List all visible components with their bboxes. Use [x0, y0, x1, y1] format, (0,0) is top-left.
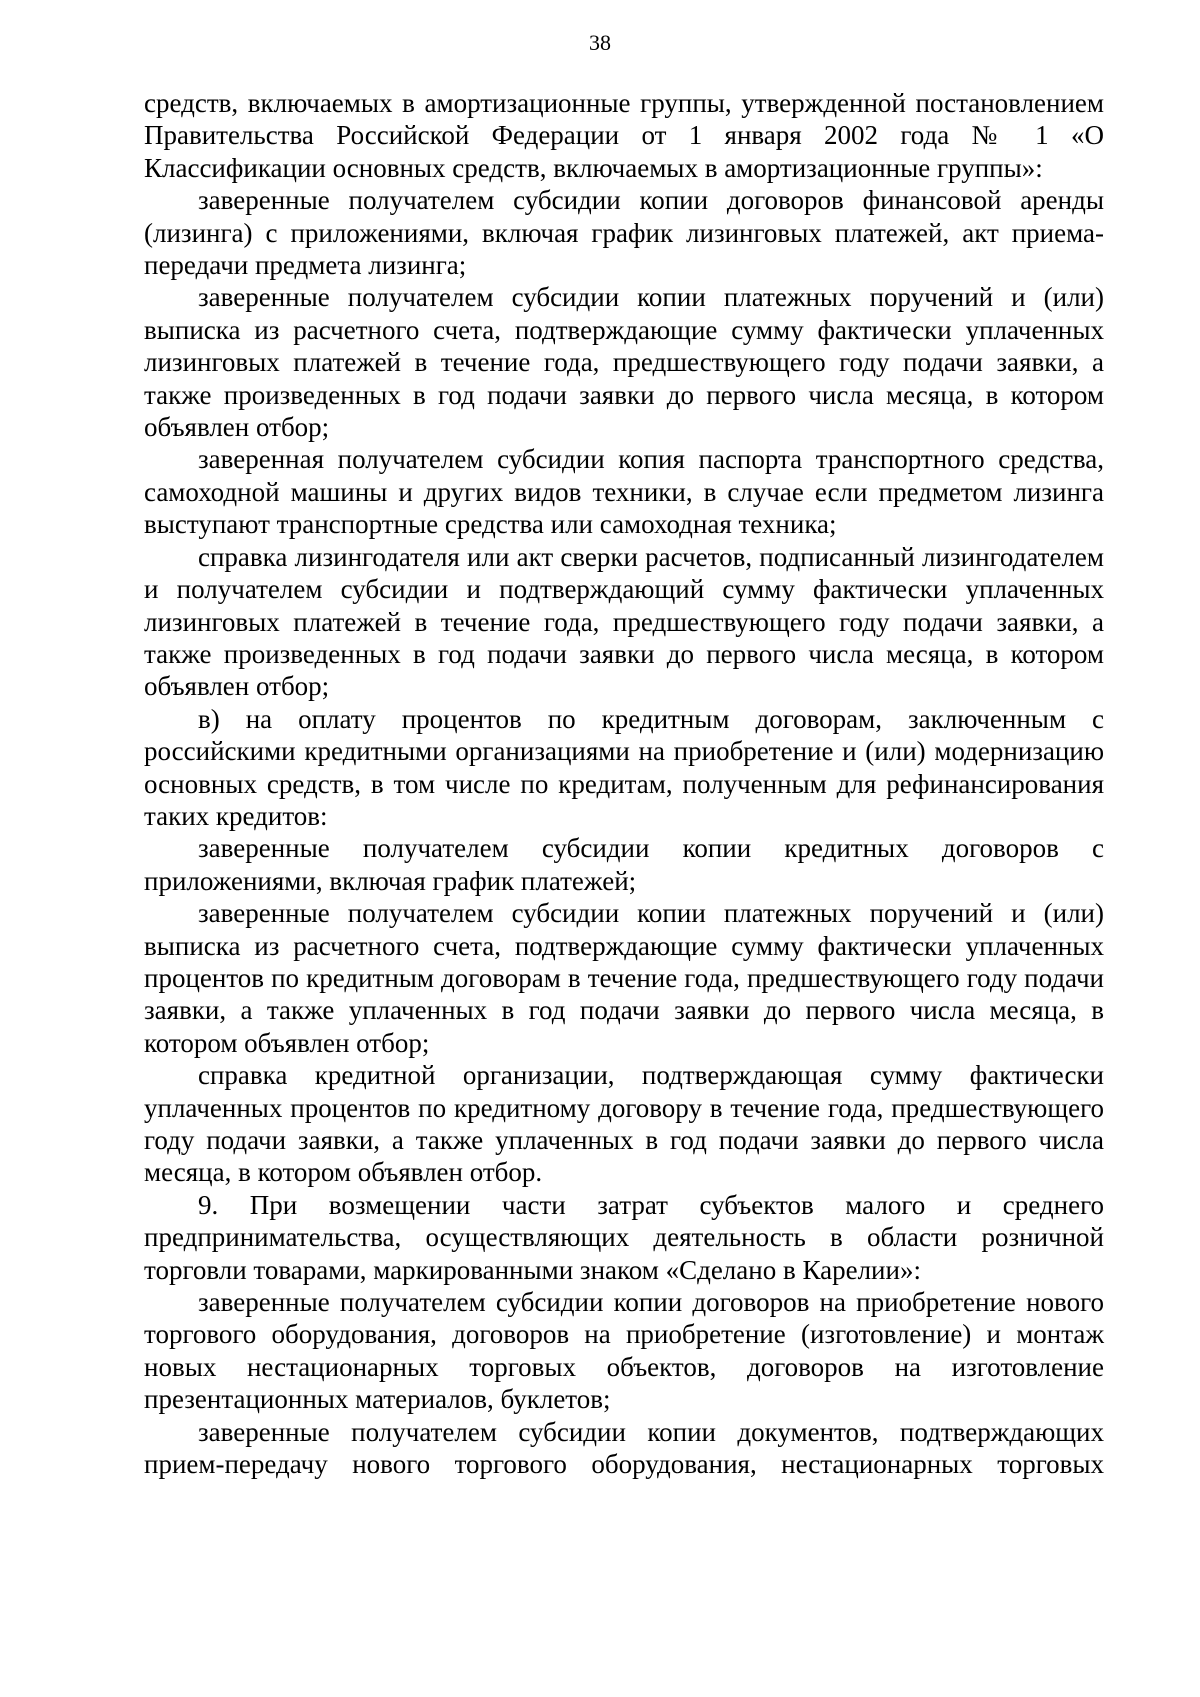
- page-number: 38: [589, 30, 611, 55]
- paragraph-vehicle-passport: заверенная получателем субсидии копия паспорта транспортного средства, самоходной машины и других видов техники, в случае если предметом лизинга выступают транспортные средства или самоходная техника;: [144, 444, 1104, 540]
- paragraph-item-9: 9. При возмещении части затрат субъектов малого и среднего предпринимательства, осуществляющих деятельность в области розничной торговли товарами, маркированными знаком «Сделано в Карелии»:: [144, 1189, 1104, 1285]
- paragraph-continuation: средств, включаемых в амортизационные группы, утвержденной постановлением Правительства Российской Федерации от 1 января 2002 года № 1 «О Классификации основных средств, включаемых в амортизационные группы»:: [144, 88, 1104, 183]
- paragraph-credit-contracts: заверенные получателем субсидии копии кредитных договоров с приложениями, включая график платежей;: [144, 833, 1104, 896]
- paragraph-equipment-contracts: заверенные получателем субсидии копии договоров на приобретение нового торгового оборудования, договоров на приобретение (изготовление) и монтаж новых нестационарных торговых объектов, договоров на изготовление презентационных материалов, буклетов;: [144, 1287, 1104, 1415]
- paragraph-bank-statement: справка кредитной организации, подтверждающая сумму фактически уплаченных процентов по кредитному договору в течение года, предшествующего году подачи заявки, а также уплаченных в год подачи заявки до первого числа месяца, в котором объявлен отбор.: [144, 1060, 1104, 1188]
- paragraph-leasing-contracts: заверенные получателем субсидии копии договоров финансовой аренды (лизинга) с приложениями, включая график лизинговых платежей, акт приема-передачи предмета лизинга;: [144, 185, 1104, 281]
- paragraph-acceptance-documents: заверенные получателем субсидии копии документов, подтверждающих прием-передачу нового торгового оборудования, нестационарных торговых: [144, 1416, 1104, 1480]
- paragraph-leasing-payments: заверенные получателем субсидии копии платежных поручений и (или) выписка из расчетного счета, подтверждающие сумму фактически уплаченных лизинговых платежей в течение года, предшествующего году подачи заявки, а также произведенных в год подачи заявки до первого числа месяца, в котором объявлен отбор;: [144, 282, 1104, 443]
- paragraph-credit-payments: заверенные получателем субсидии копии платежных поручений и (или) выписка из расчетного счета, подтверждающие сумму фактически уплаченных процентов по кредитным договорам в течение года, предшествующего году подачи заявки, а также уплаченных в год подачи заявки до первого числа месяца, в котором объявлен отбор;: [144, 898, 1104, 1058]
- paragraph-lessor-statement: справка лизингодателя или акт сверки расчетов, подписанный лизингодателем и получателем субсидии и подтверждающий сумму фактически уплаченных лизинговых платежей в течение года, предшествующего году подачи заявки, а также произведенных в год подачи заявки до первого числа месяца, в котором объявлен отбор;: [144, 541, 1104, 702]
- body-text: [144, 87, 1104, 1480]
- paragraph-credit-interest: в) на оплату процентов по кредитным договорам, заключенным с российскими кредитными организациями на приобретение и (или) модернизацию основных средств, в том числе по кредитам, полученным для рефинансирования таких кредитов:: [144, 703, 1104, 831]
